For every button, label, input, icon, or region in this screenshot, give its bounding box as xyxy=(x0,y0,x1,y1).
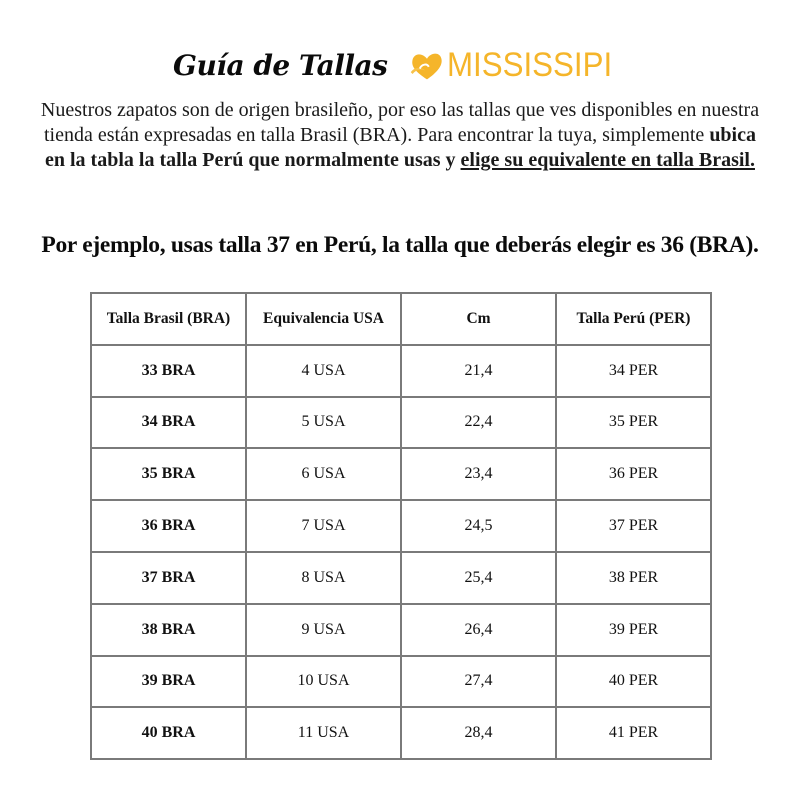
cell-usa: 10 USA xyxy=(246,656,401,708)
cell-per: 34 PER xyxy=(556,345,711,397)
intro-instruction: ubica en la tabla la talla Perú que normalmente usas y xyxy=(45,124,756,171)
table-row xyxy=(91,500,711,552)
size-chart-table xyxy=(90,292,712,760)
brand-logo xyxy=(409,48,627,82)
cell-per: 41 PER xyxy=(556,707,711,759)
cell-bra: 33 BRA xyxy=(91,345,246,397)
cell-bra: 36 BRA xyxy=(91,500,246,552)
cell-per: 35 PER xyxy=(556,397,711,449)
cell-cm: 21,4 xyxy=(401,345,556,397)
cell-cm: 22,4 xyxy=(401,397,556,449)
cell-per: 39 PER xyxy=(556,604,711,656)
example-text: Por ejemplo, usas talla 37 en Perú, la talla que deberás elegir es 36 (BRA). xyxy=(41,232,759,258)
table-row xyxy=(91,345,711,397)
header-usa: Equivalencia USA xyxy=(246,293,401,345)
cell-usa: 9 USA xyxy=(246,604,401,656)
header xyxy=(0,40,800,90)
table-row xyxy=(91,707,711,759)
table-row xyxy=(91,656,711,708)
cell-per: 36 PER xyxy=(556,448,711,500)
cell-usa: 11 USA xyxy=(246,707,401,759)
header-cm: Cm xyxy=(401,293,556,345)
cell-usa: 7 USA xyxy=(246,500,401,552)
intro-instruction-underlined: elige su equivalente en talla Brasil. xyxy=(460,149,755,171)
page-title: Guía de Tallas xyxy=(173,48,388,82)
cell-bra: 34 BRA xyxy=(91,397,246,449)
header-bra: Talla Brasil (BRA) xyxy=(91,293,246,345)
intro-text: Nuestros zapatos son de origen brasileño, por eso las tallas que ves disponibles en nuestra tienda están expresadas en talla Brasil (BRA). Para encontrar la tuya, simplemente xyxy=(40,99,760,146)
table-row xyxy=(91,604,711,656)
cell-bra: 38 BRA xyxy=(91,604,246,656)
cell-bra: 35 BRA xyxy=(91,448,246,500)
cell-cm: 26,4 xyxy=(401,604,556,656)
cell-per: 38 PER xyxy=(556,552,711,604)
heart-logo-icon xyxy=(409,48,445,82)
table-row xyxy=(91,397,711,449)
cell-cm: 28,4 xyxy=(401,707,556,759)
cell-cm: 25,4 xyxy=(401,552,556,604)
table-header-row xyxy=(91,293,711,345)
cell-usa: 5 USA xyxy=(246,397,401,449)
cell-usa: 6 USA xyxy=(246,448,401,500)
cell-bra: 40 BRA xyxy=(91,707,246,759)
header-per: Talla Perú (PER) xyxy=(556,293,711,345)
brand-name: MISSISSIPI xyxy=(447,46,613,84)
cell-usa: 8 USA xyxy=(246,552,401,604)
intro-paragraph xyxy=(40,98,760,173)
cell-bra: 37 BRA xyxy=(91,552,246,604)
table-row xyxy=(91,552,711,604)
cell-usa: 4 USA xyxy=(246,345,401,397)
cell-per: 40 PER xyxy=(556,656,711,708)
table-row xyxy=(91,448,711,500)
cell-cm: 23,4 xyxy=(401,448,556,500)
cell-per: 37 PER xyxy=(556,500,711,552)
cell-cm: 27,4 xyxy=(401,656,556,708)
cell-bra: 39 BRA xyxy=(91,656,246,708)
cell-cm: 24,5 xyxy=(401,500,556,552)
